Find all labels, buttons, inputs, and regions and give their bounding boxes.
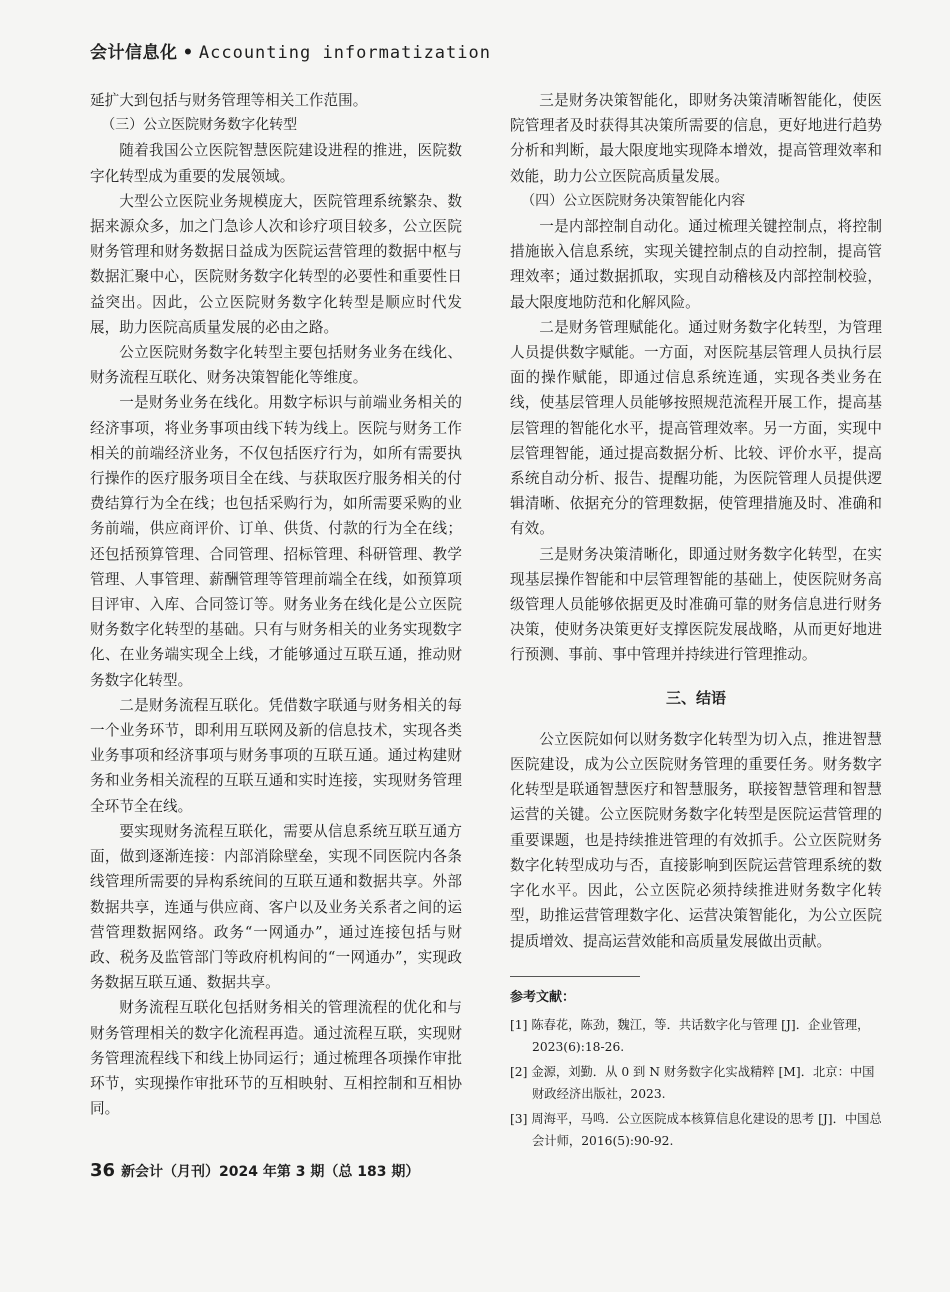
running-header (90, 38, 491, 63)
right-column (510, 88, 882, 1155)
paragraph: 二是财务流程互联化。凭借数字联通与财务相关的每一个业务环节，即利用互联网及新的信息技术，实现各类业务事项和经济事项与财务事项的互联互通。通过构建财务和业务相关流程的互联互通和实时连接，实现财务管理全环节全在线。 (90, 696, 462, 815)
journal-issue: 新会计（月刊）2024 年第 3 期（总 183 期） (121, 1164, 420, 1180)
paragraph: 一是内部控制自动化。通过梳理关键控制点，将控制措施嵌入信息系统，实现关键控制点的自动控制，提高管理效率；通过数据抓取，实现自动稽核及内部控制校验，最大限度地防范和化解风险。 (510, 218, 882, 311)
paragraph: 要实现财务流程互联化，需要从信息系统互联互通方面，做到逐渐连接：内部消除壁垒，实现不同医院内各条线管理所需要的异构系统间的互联互通和数据共享。外部数据共享，连通与供应商、客户以及业务关系者之间的运营管理数据网络。政务“一网通办”，通过连接包括与财政、税务及监管部门等政府机构间的“一网通办”，实现政务数据互联互通、数据共享。 (90, 822, 462, 992)
references-list (510, 1014, 882, 1152)
left-column (90, 88, 462, 1121)
paragraph: 一是财务业务在线化。用数字标识与前端业务相关的经济事项，将业务事项由线下转为线上。医院与财务工作相关的前端经济业务，不仅包括医疗行为，如所有需要执行操作的医疗服务项目全在线、与获取医疗服务相关的付费结算行为全在线；也包括采购行为，如所需要采购的业务前端，供应商评价、订单、供货、付款的行为全在线；还包括预算管理、合同管理、招标管理、科研管理、教学管理、人事管理、薪酬管理等管理前端全在线，如预算项目评审、入库、合同签订等。财务业务在线化是公立医院财务数字化转型的基础。只有与财务相关的业务实现数字化、在业务端实现全上线，才能够通过互联互通，推动财务数字化转型。 (90, 394, 462, 689)
references-title: 参考文献： (510, 989, 576, 1005)
header-dot: • (182, 43, 194, 63)
paragraph: 三是财务决策智能化，即财务决策清晰智能化，使医院管理者及时获得其决策所需要的信息，更好地进行趋势分析和判断，最大限度地实现降本增效，提高管理效率和效能，助力公立医院高质量发展。 (510, 92, 882, 185)
subsection-heading: （三）公立医院财务数字化转型 (101, 117, 298, 134)
right-column-body (510, 88, 882, 954)
paragraph: 延扩大到包括与财务管理等相关工作范围。 (90, 92, 368, 109)
header-chinese: 会计信息化 (90, 43, 178, 63)
reference-item: [1] 陈春花，陈劲，魏江，等．共话数字化与管理 [J]．企业管理，2023(6):18-26. (510, 1017, 870, 1054)
page-footer (90, 1160, 419, 1181)
reference-item: [2] 金源，刘勤．从 0 到 N 财务数字化实战精粹 [M]．北京：中国财政经济出版社，2023. (510, 1064, 875, 1101)
paragraph: 财务流程互联化包括财务相关的管理流程的优化和与财务管理相关的数字化流程再造。通过流程互联，实现财务管理流程线下和线上协同运行；通过梳理各项操作审批环节，实现操作审批环节的互相映射、互相控制和互相协同。 (90, 999, 462, 1118)
paragraph: 随着我国公立医院智慧医院建设进程的推进，医院数字化转型成为重要的发展领域。 (90, 142, 462, 185)
paragraph: 大型公立医院业务规模庞大，医院管理系统繁杂、数据来源众多，加之门急诊人次和诊疗项目较多，公立医院财务管理和财务数据日益成为医院运营管理的数据中枢与数据汇聚中心，医院财务数字化转型的必要性和重要性日益突出。因此，公立医院财务数字化转型是顺应时代发展，助力医院高质量发展的必由之路。 (90, 192, 462, 336)
section-heading: 三、结语 (665, 688, 726, 707)
subsection-heading: （四）公立医院财务决策智能化内容 (521, 192, 746, 209)
paragraph: 公立医院如何以财务数字化转型为切入点，推进智慧医院建设，成为公立医院财务管理的重要任务。财务数字化转型是联通智慧医疗和智慧服务，联接智慧管理和智慧运营的关键。公立医院财务数字化转型是医院运营管理的重要课题，也是持续推进管理的有效抓手。公立医院财务数字化转型成功与否，直接影响到医院运营管理系统的数字化水平。因此，公立医院必须持续推进财务数字化转型，助推运营管理数字化、运营决策智能化，为公立医院提质增效、提高运营效能和高质量发展做出贡献。 (510, 730, 882, 950)
paragraph: 三是财务决策清晰化，即通过财务数字化转型，在实现基层操作智能和中层管理智能的基础上，使医院财务高级管理人员能够依据更及时准确可靠的财务信息进行财务决策，使财务决策更好支撑医院发展战略，从而更好地进行预测、事前、事中管理并持续进行管理推动。 (510, 545, 882, 664)
references-divider (510, 976, 640, 977)
header-english: Accounting informatization (198, 43, 491, 63)
page-number: 36 (90, 1160, 116, 1181)
paragraph: 二是财务管理赋能化。通过财务数字化转型，为管理人员提供数字赋能。一方面，对医院基层管理人员执行层面的操作赋能，即通过信息系统连通，实现各类业务在线，使基层管理人员能够按照规范流程开展工作，提高基层管理的智能化水平，提高管理效率。另一方面，实现中层管理智能，通过提高数据分析、比较、评价水平，提高系统自动分析、报告、提醒功能，为医院管理人员提供逻辑清晰、依据充分的管理数据，使管理措施及时、准确和有效。 (510, 318, 882, 538)
paragraph: 公立医院财务数字化转型主要包括财务业务在线化、财务流程互联化、财务决策智能化等维度。 (90, 344, 462, 387)
reference-item: [3] 周海平，马鸣．公立医院成本核算信息化建设的思考 [J]．中国总会计师，2016(5):90-92. (510, 1111, 882, 1148)
